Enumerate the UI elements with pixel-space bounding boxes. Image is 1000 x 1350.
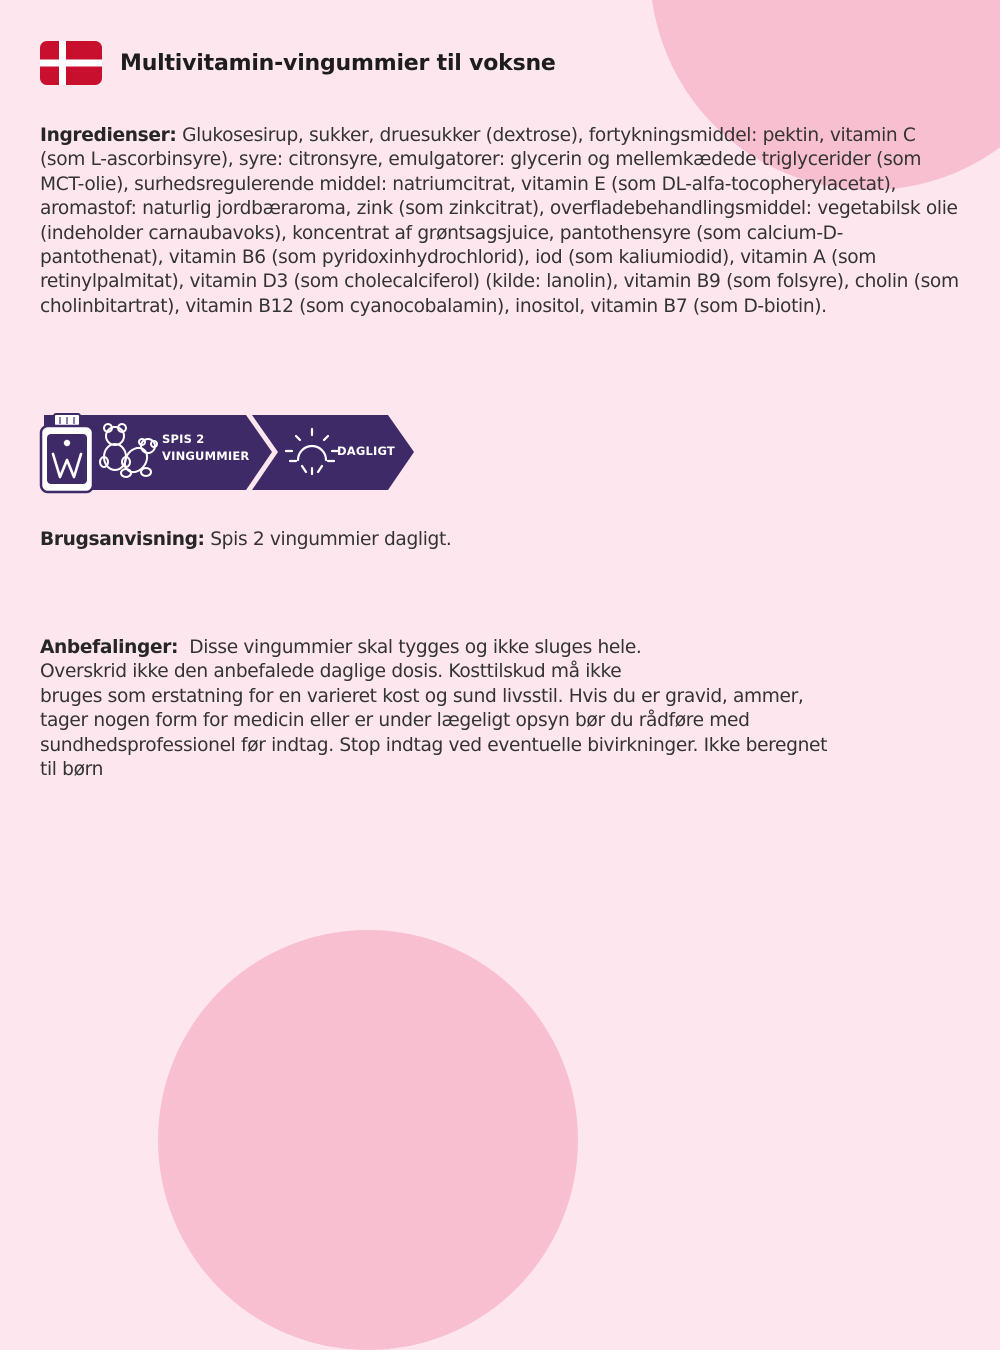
recommendations-label: Anbefalinger: (40, 637, 179, 658)
recommendations-line (40, 636, 960, 660)
recommendations-text-6: til børn (40, 759, 104, 781)
recommendations-paragraph (40, 636, 960, 782)
recommendations-text-1: Disse vingummier skal tygges og ikke sluges hele. (178, 637, 642, 658)
dosage-banner (38, 410, 418, 494)
page-header (40, 40, 556, 86)
denmark-flag-icon (40, 41, 102, 85)
recommendations-text-4: tager nogen form for medicin eller er under lægeligt opsyn bør du rådføre med (40, 710, 750, 732)
bottle-icon (41, 414, 93, 492)
usage-label: Brugsanvisning: (40, 529, 205, 550)
page-title: Multivitamin-vingummier til voksne (120, 50, 556, 76)
usage-paragraph (40, 528, 960, 552)
usage-text: Spis 2 vingummier dagligt. (204, 529, 452, 550)
ingredients-text: Glukosesirup, sukker, druesukker (dextrose), fortykningsmiddel: pektin, vitamin C (som L-ascorbinsyre), syre: citronsyre, emulgatorer: glycerin og mellemkædede triglycerider (som MCT-olie), surhedsregulerende middel: natriumcitrat, vitamin E (som DL-alfa-tocopherylacetat), aromastof: naturlig jordbærarom​a, zink (som zinkcitrat), overfladebehandlingsmiddel: vegetabilsk olie (indeholder carnaubavoks), koncentrat af grøntsagsjuice, pantothensyre (som calcium-D-pantothenat), vitamin B6 (som pyridoxinhydrochlorid), iod (som kaliumiodid), vitamin A (som retinylpalmitat), vitamin D3 (som cholecalciferol) (kilde: lanolin), vitamin B9 (som folsyre), cholin (som cholinbitartrat), vitamin B12 (som cyanocobalamin), inositol, vitamin B7 (som D-biotin). (40, 125, 959, 317)
banner-eat-line2: VINGUMMIER (162, 449, 250, 463)
recommendations-text-3: bruges som erstatning for en varieret kost og sund livsstil. Hvis du er gravid, ammer, (40, 685, 804, 707)
recommendations-text-5: sundhedsprofessionel før indtag. Stop indtag ved eventuelle bivirkninger. Ikke beregnet (40, 734, 828, 756)
banner-eat-label (162, 431, 249, 465)
banner-eat-line1: SPIS 2 (162, 432, 205, 446)
ingredients-paragraph (40, 124, 960, 319)
banner-daily-label: DAGLIGT (337, 444, 395, 458)
ingredients-label: Ingredienser: (40, 125, 177, 146)
recommendations-text-2: Overskrid ikke den anbefalede daglige dosis. Kosttilskud må ikke (40, 661, 622, 683)
decorative-blob-bottom (158, 930, 578, 1350)
